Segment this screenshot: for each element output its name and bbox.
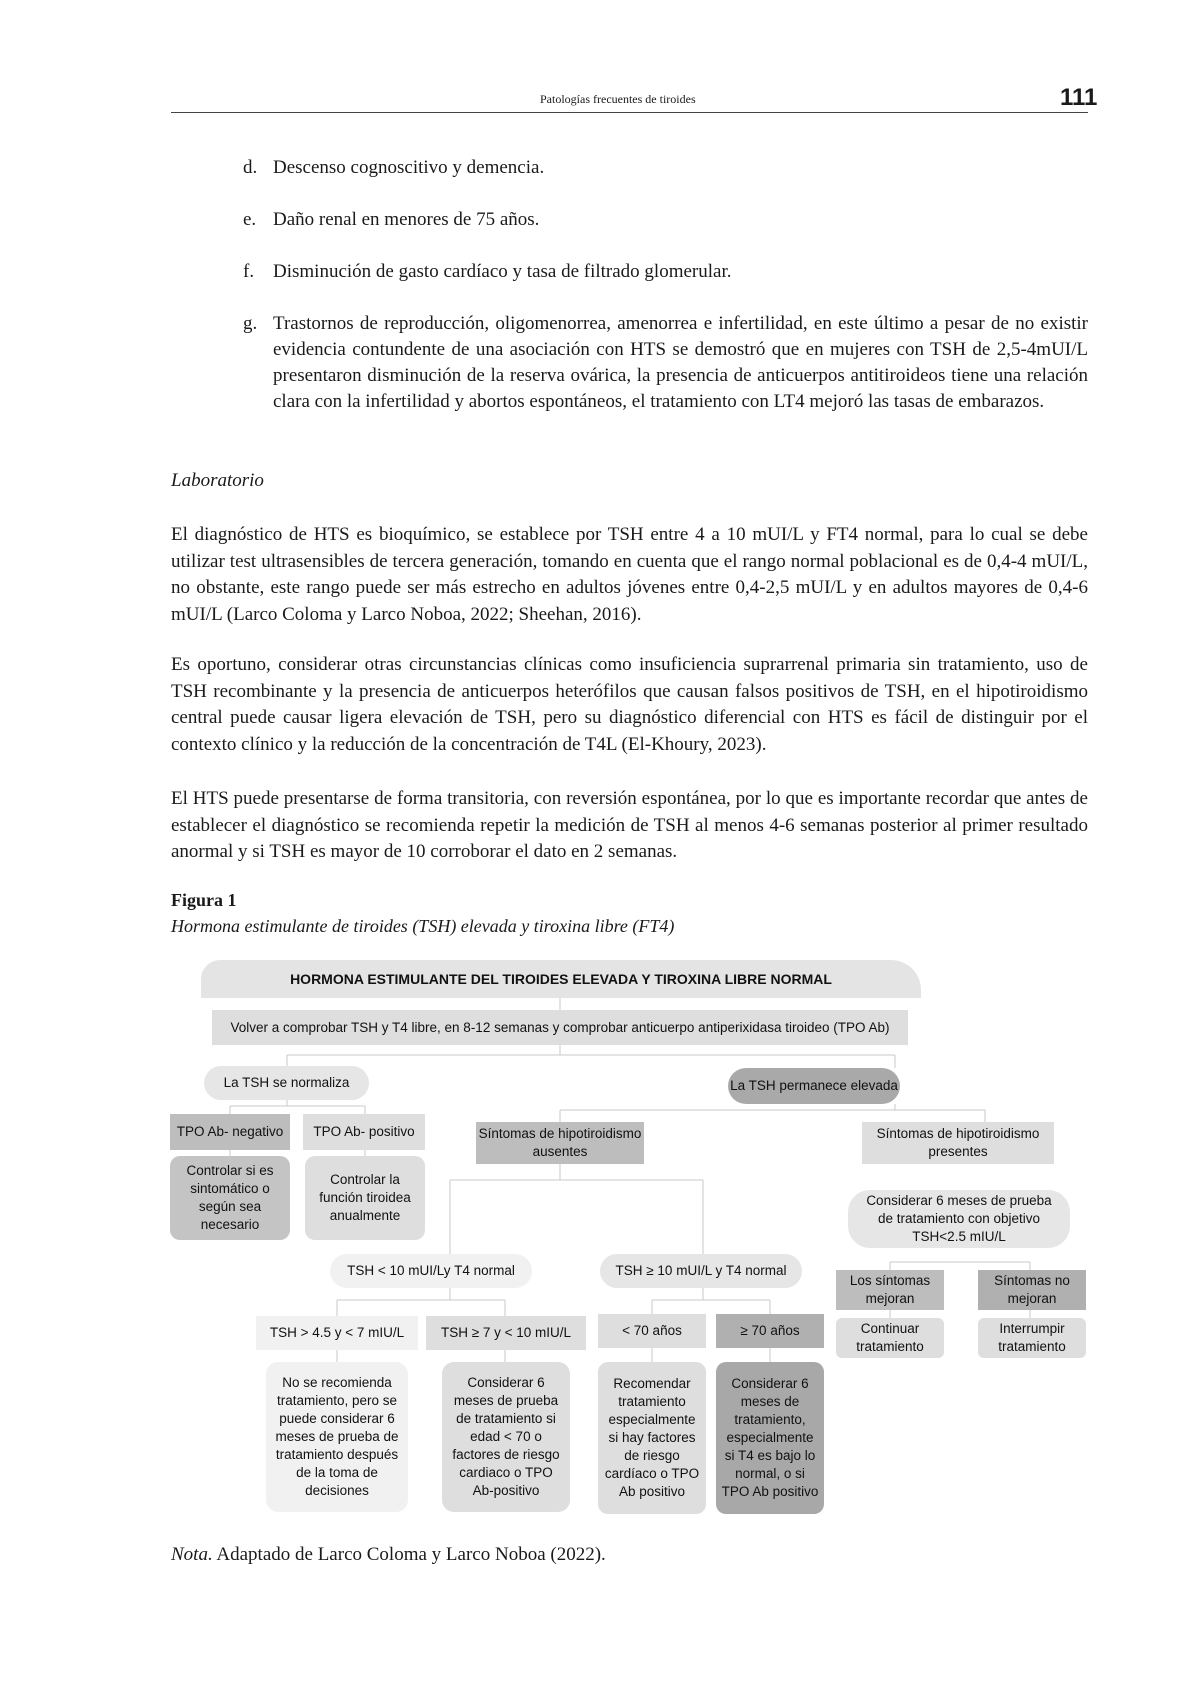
- paragraph: Es oportuno, considerar otras circunstancias clínicas como insuficiencia suprarrenal primaria sin tratamiento, uso de TSH recombinante y la presencia de anticuerpos heterófilos que causan falsos positivos de TSH, en el hipotiroidismo central puede causar ligera elevación de TSH, pero su diagnóstico diferencial con HTS es fácil de distinguir por el contexto clínico y la reducción de la concentración de T4L (El-Khoury, 2023).: [171, 654, 1088, 755]
- flow-sintomas-mejoran: Los síntomas mejoran: [836, 1270, 944, 1310]
- flow-title: HORMONA ESTIMULANTE DEL TIROIDES ELEVADA Y TIROXINA LIBRE NORMAL: [201, 960, 921, 998]
- running-header-title: Patologías frecuentes de tiroides: [540, 92, 696, 106]
- flow-tsh-7-10: TSH ≥ 7 y < 10 mIU/L: [426, 1316, 586, 1350]
- paragraph: El diagnóstico de HTS es bioquímico, se establece por TSH entre 4 a 10 mUI/L y FT4 normal, para lo cual se debe utilizar test ultrasensibles de tercera generación, tomando en cuenta que el rango normal poblacional es de 0,4-4 mUI/L, no obstante, este rango puede ser más estrecho en adultos jóvenes entre 0,4-2,5 mUI/L y en adultos mayores de 0,4-6 mUI/L (Larco Coloma y Larco Noboa, 2022; Sheehan, 2016).: [171, 524, 1088, 625]
- flow-sintomas-ausentes: Síntomas de hipotiroidismo ausentes: [476, 1122, 644, 1164]
- page-number: 111: [1060, 84, 1098, 111]
- flow-tsh-elevada: La TSH permanece elevada: [728, 1068, 900, 1104]
- list-item: d. Descenso cognoscitivo y demencia.: [243, 157, 545, 178]
- figure-label: Figura 1: [171, 890, 237, 910]
- flow-sintomas-no-mejoran: Síntomas no mejoran: [978, 1270, 1086, 1310]
- figure-caption: Hormona estimulante de tiroides (TSH) elevada y tiroxina libre (FT4): [171, 916, 675, 936]
- flow-tsh-menor-10: TSH < 10 mUI/Ly T4 normal: [330, 1254, 532, 1288]
- flow-mayor-70: ≥ 70 años: [716, 1314, 824, 1348]
- flow-menor-70: < 70 años: [598, 1314, 706, 1348]
- list-item: f. Disminución de gasto cardíaco y tasa de filtrado glomerular.: [243, 261, 732, 282]
- flow-controlar-si: Controlar si es sintomático o según sea necesario: [170, 1156, 290, 1240]
- flow-tsh-mayor-10: TSH ≥ 10 mUI/L y T4 normal: [600, 1254, 802, 1288]
- flow-tsh-45-7: TSH > 4.5 y < 7 mIU/L: [256, 1316, 418, 1350]
- flow-sintomas-presentes: Síntomas de hipotiroidismo presentes: [862, 1122, 1054, 1164]
- flow-controlar-funcion: Controlar la función tiroidea anualmente: [305, 1156, 425, 1240]
- flow-continuar: Continuar tratamiento: [836, 1318, 944, 1358]
- flow-tpo-positivo: TPO Ab- positivo: [303, 1114, 425, 1150]
- flow-recomendar: Recomendar tratamiento especialmente si hay factores de riesgo cardíaco o TPO Ab positivo: [598, 1362, 706, 1514]
- flow-tpo-negativo: TPO Ab- negativo: [170, 1114, 290, 1150]
- flow-interrumpir: Interrumpir tratamiento: [978, 1318, 1086, 1358]
- flow-considerar-edad: Considerar 6 meses de prueba de tratamiento si edad < 70 o factores de riesgo cardiaco o TPO Ab-positivo: [442, 1362, 570, 1512]
- paragraph: El HTS puede presentarse de forma transitoria, con reversión espontánea, por lo que es importante recordar que antes de establecer el diagnóstico se recomienda repetir la medición de TSH al menos 4-6 semanas posterior al primer resultado anormal y si TSH es mayor de 10 corroborar el dato en 2 semanas.: [171, 788, 1088, 862]
- flow-no-recomienda: No se recomienda tratamiento, pero se puede considerar 6 meses de prueba de tratamiento después de la toma de decisiones: [266, 1362, 408, 1512]
- list-item: g. Trastornos de reproducción, oligomenorrea, amenorrea e infertilidad, en este último a pesar de no existir evidencia contundente de una asociación con HTS se demostró que en mujeres con TSH de 2,5-4mUI/L presentaron disminución de la reserva ovárica, la presencia de anticuerpos antitiroideos tiene una relación clara con la infertilidad y abortos espontáneos, el tratamiento con LT4 mejoró las tasas de embarazos.: [243, 313, 1088, 412]
- figure-note: Nota. Adaptado de Larco Coloma y Larco Noboa (2022).: [171, 1544, 606, 1565]
- section-heading: Laboratorio: [171, 470, 264, 491]
- list-item: e. Daño renal en menores de 75 años.: [243, 209, 540, 230]
- flow-recheck: Volver a comprobar TSH y T4 libre, en 8-12 semanas y comprobar anticuerpo antiperixidasa tiroideo (TPO Ab): [212, 1010, 908, 1045]
- flow-tsh-normaliza: La TSH se normaliza: [204, 1066, 369, 1100]
- flow-considerar-t4: Considerar 6 meses de tratamiento, especialmente si T4 es bajo lo normal, o si TPO Ab positivo: [716, 1362, 824, 1514]
- flow-considerar-prueba: Considerar 6 meses de prueba de tratamiento con objetivo TSH<2.5 mIU/L: [848, 1190, 1070, 1248]
